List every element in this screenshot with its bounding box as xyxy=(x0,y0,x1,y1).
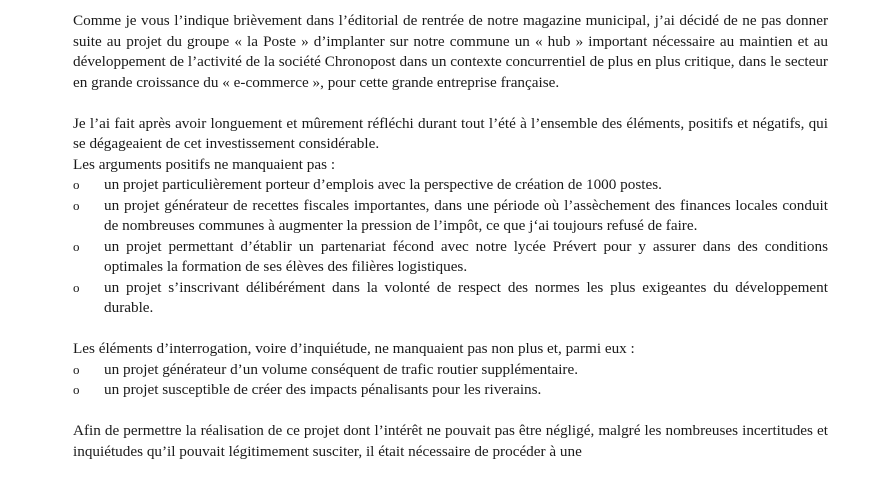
reflection-paragraph: Je l’ai fait après avoir longuement et mûrement réfléchi durant tout l’été à l’ensemble des éléments, positifs et négatifs, qui se dégageaient de cet investissement considérable. xyxy=(73,114,828,152)
list-item xyxy=(73,360,828,381)
bullet-icon: o xyxy=(73,238,80,254)
paragraph-spacer xyxy=(73,319,828,340)
list-item-text: un projet générateur d’un volume conséquent de trafic routier supplémentaire. xyxy=(104,360,579,378)
list-item-text: un projet générateur de recettes fiscales importantes, dans une période où l’assèchement des finances locales conduit de nombreuses communes à augmenter la pression de l’impôt, ce que j‘ai toujours refusé de faire. xyxy=(104,196,828,234)
list-item xyxy=(73,278,828,319)
list-item xyxy=(73,237,828,278)
concerns-intro: Les éléments d’interrogation, voire d’inquiétude, ne manquaient pas non plus et, parmi eux : xyxy=(73,340,635,357)
bullet-icon: o xyxy=(73,177,80,192)
bullet-icon: o xyxy=(73,382,80,397)
intro-paragraph: Comme je vous l’indique brièvement dans l’éditorial de rentrée de notre magazine municipal, j’ai décidé de ne pas donner suite au projet du groupe « la Poste » d’implanter sur notre commune un « hub » important nécessaire au maintien et au développement de l’activité de la société Chronopost dans un contexte concurrentiel de plus en plus critique, dans le secteur en grande croissance du « e-commerce », pour cette grande entreprise française. xyxy=(73,12,828,91)
list-item-text: un projet s’inscrivant délibérément dans la volonté de respect des normes les plus exigeantes du développement durable. xyxy=(104,278,828,316)
list-item-text: un projet permettant d’établir un partenariat fécond avec notre lycée Prévert pour y assurer dans des conditions optimales la formation de ses élèves des filières logistiques. xyxy=(104,237,828,275)
positives-intro: Les arguments positifs ne manquaient pas : xyxy=(73,155,336,173)
list-item-text: un projet susceptible de créer des impacts pénalisants pour les riverains. xyxy=(104,381,542,398)
list-item xyxy=(73,196,828,237)
list-item xyxy=(73,175,828,196)
document-page xyxy=(73,11,828,462)
list-item xyxy=(73,380,828,401)
list-item-text: un projet particulièrement porteur d’emplois avec la perspective de création de 1000 postes. xyxy=(104,176,662,193)
bullet-icon: o xyxy=(73,361,80,377)
bullet-icon: o xyxy=(73,279,80,295)
paragraph-spacer xyxy=(73,93,828,114)
concerns-list xyxy=(73,360,828,401)
paragraph-spacer xyxy=(73,401,828,422)
closing-paragraph: Afin de permettre la réalisation de ce projet dont l’intérêt ne pouvait pas être négligé, malgré les nombreuses incertitudes et inquiétudes qu’il pouvait légitimement susciter, il était nécessaire de procéder à une xyxy=(73,422,828,460)
bullet-icon: o xyxy=(73,197,80,213)
positives-list xyxy=(73,175,828,319)
